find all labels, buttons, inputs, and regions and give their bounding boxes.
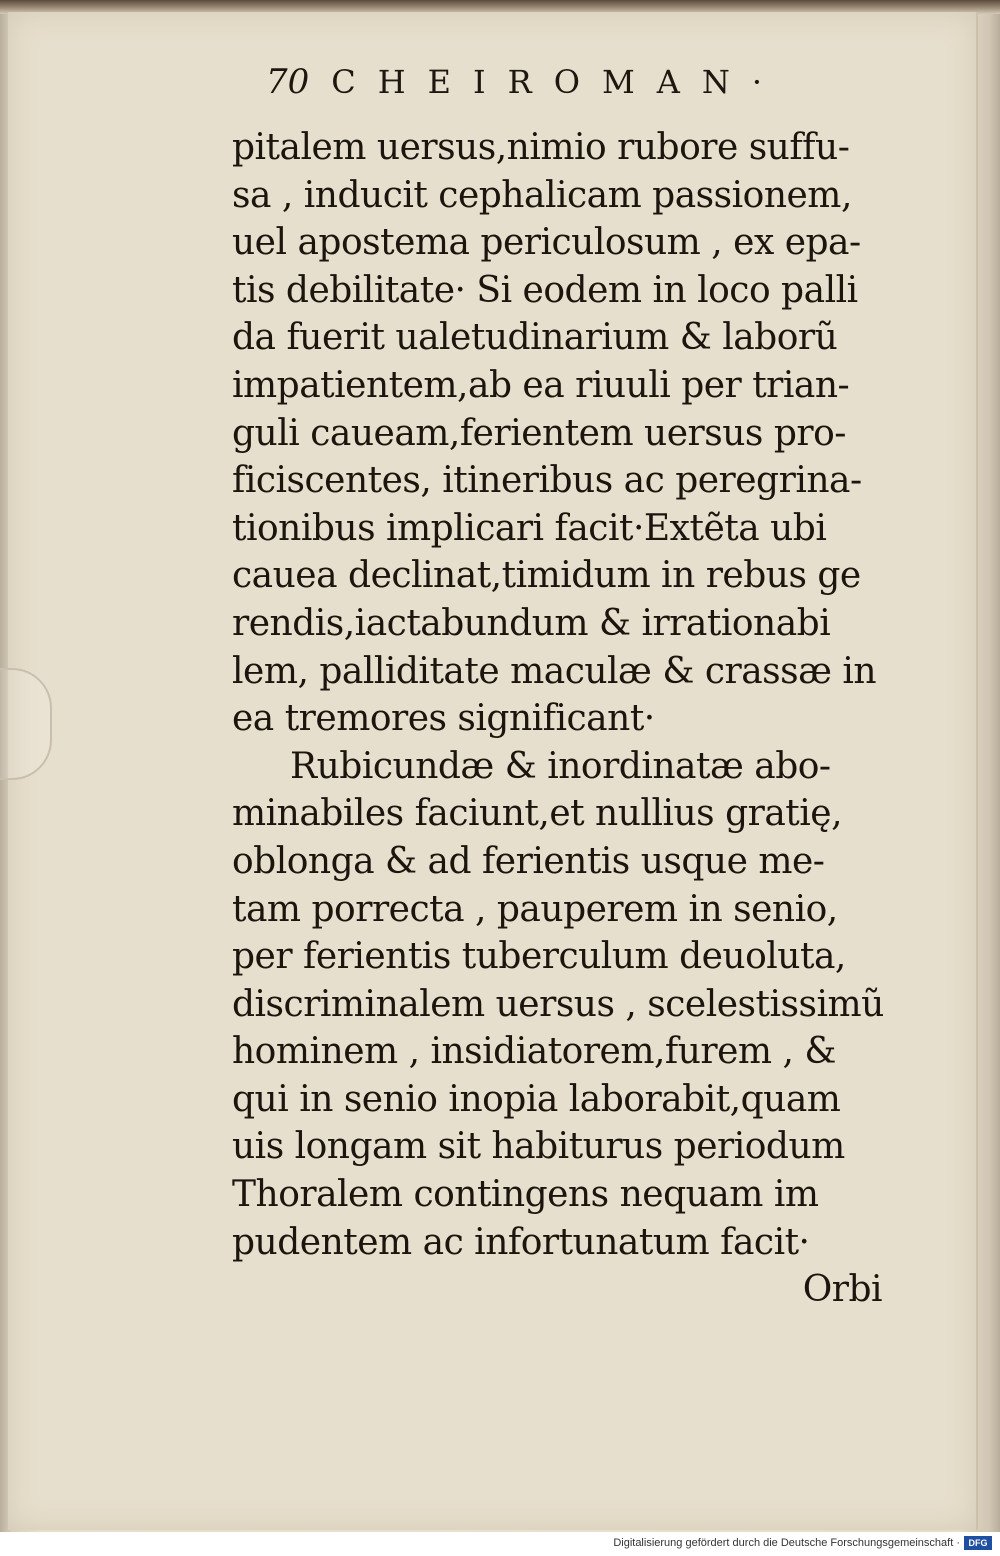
text-line: ficiscentes, itineribus ac peregrina- [232,460,862,502]
running-title: CHEIROMAN· [331,63,785,101]
text-line: Thoralem contingens nequam im [232,1174,819,1216]
text-line: tis debilitate· Si eodem in loco palli [232,269,858,311]
text-line: tionibus implicari facit·Extẽta ubi [232,507,827,549]
text-line: rendis,iactabundum & irrationabi [232,602,831,644]
text-line: da fuerit ualetudinarium & laborũ [232,317,838,359]
text-line: minabiles faciunt,et nullius gratię, [232,793,843,835]
text-line: uel apostema periculosum , ex epa- [232,222,861,264]
text-line: oblonga & ad ferientis usque me- [232,840,825,882]
text-line: impatientem,ab ea riuuli per trian- [232,364,850,406]
text-line: sa , inducit cephalicam passionem, [232,174,852,216]
text-line: qui in senio inopia laborabit,quam [232,1078,841,1120]
text-line: ea tremores significant· [232,698,655,740]
text-line: lem, palliditate maculæ & crassæ in [232,650,877,692]
text-line: hominem , insidiatorem,furem , & [232,1031,836,1073]
body-text [232,124,892,1314]
text-line: pudentem ac infortunatum facit· [232,1221,810,1263]
text-line: cauea declinat,timidum in rebus ge [232,555,861,597]
funding-credit: Digitalisierung gefördert durch die Deutsche Forschungsgemeinschaft · [613,1537,960,1549]
text-line: pitalem uersus,nimio rubore suffu- [232,127,850,168]
running-head [266,62,826,102]
text-line: tam porrecta , pauperem in senio, [232,888,838,930]
page-thumb-tab [0,668,52,780]
text-line: discriminalem uersus , scelestissimũ [232,983,884,1025]
text-line: per ferientis tuberculum deuoluta, [232,936,846,978]
paragraph-start-line: Rubicundæ & inordinatæ abo- [290,745,831,787]
catchword: Orbi [802,1269,882,1311]
dfg-logo-icon: DFG [964,1536,992,1550]
page-number: 70 [266,62,310,102]
text-line: guli caueam,ferientem uersus pro- [232,412,846,454]
text-line: uis longam sit habiturus periodum [232,1126,845,1168]
